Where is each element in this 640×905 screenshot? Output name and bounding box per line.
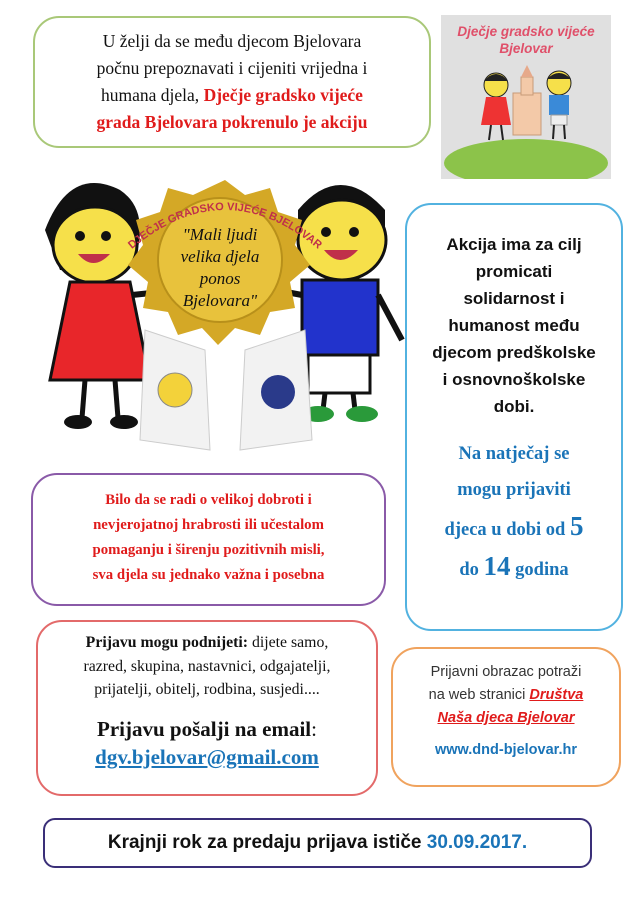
goal-line-1: Akcija ima za cilj — [446, 235, 582, 254]
intro-line-3-red: Dječje gradsko vijeće — [203, 85, 363, 105]
deeds-line-3: pomaganju i širenju pozitivnih misli, — [92, 542, 325, 558]
seal-line-2: velika djela — [180, 247, 260, 266]
apply-line-3 — [407, 508, 621, 548]
logo-title-1: Dječje gradsko vijeće — [457, 24, 595, 39]
intro-line-4: grada Bjelovara pokrenulo je akciju — [96, 112, 368, 132]
goal-line-7: dobi. — [493, 397, 535, 416]
eligibility-text — [407, 436, 621, 588]
email-line — [38, 743, 376, 771]
intro-box — [33, 16, 431, 148]
seal-line-3: ponos — [199, 269, 241, 288]
seal-line-1: "Mali ljudi — [182, 225, 258, 244]
council-logo — [441, 15, 611, 179]
org-name-1: Društva — [529, 687, 584, 703]
website-link[interactable]: www.dnd-bjelovar.hr — [434, 742, 578, 758]
apply-line-4 — [407, 548, 621, 588]
apply-line-1: Na natječaj se — [458, 444, 570, 464]
age-from: 5 — [569, 511, 584, 541]
intro-line-2: počnu prepoznavati i cijeniti vrijedna i — [96, 58, 368, 78]
form-line-2-text: na web stranici — [428, 687, 530, 703]
deeds-box — [31, 473, 386, 606]
who-can-apply-box — [36, 620, 378, 796]
deadline-text: Krajnji rok za predaju prijava ističe — [107, 832, 427, 853]
email-link[interactable]: dgv.bjelovar@gmail.com — [95, 744, 319, 769]
deadline-date: 30.09.2017. — [426, 832, 528, 853]
application-form-box — [391, 647, 621, 787]
email-label-line — [38, 715, 376, 743]
apply-line-2: mogu prijaviti — [457, 480, 571, 500]
age-to: 14 — [483, 551, 511, 581]
logo-title-2: Bjelovar — [499, 41, 553, 56]
seal-line-4: Bjelovara" — [182, 291, 258, 310]
form-line-1: Prijavni obrazac potraži — [430, 664, 582, 680]
deeds-line-2: nevjerojatnoj hrabrosti ili učestalom — [93, 517, 324, 533]
deeds-line-4: sva djela su jednako važna i posebna — [92, 567, 325, 583]
who-line-1-rest: dijete samo, — [248, 634, 329, 651]
apply-line-4-text: do — [459, 560, 484, 580]
email-label: Prijavu pošalji na email — [97, 716, 312, 741]
apply-line-5-text: godina — [510, 560, 569, 580]
deeds-line-1: Bilo da se radi o velikoj dobroti i — [105, 492, 312, 508]
email-colon: : — [311, 716, 317, 741]
campaign-illustration — [40, 170, 410, 465]
who-line-1 — [38, 631, 376, 655]
arc-text-path: DJEČJE GRADSKO VIJEĆE BJELOVAR — [126, 200, 324, 252]
intro-line-1: U želji da se među djecom Bjelovara — [102, 31, 362, 51]
intro-line-3-plain: humana djela, — [101, 85, 204, 105]
org-name-2: Naša djeca Bjelovar — [437, 710, 575, 726]
who-line-3: prijatelji, obitelj, rodbina, susjedi.... — [94, 681, 320, 698]
goal-box — [405, 203, 623, 631]
goal-line-3: solidarnost i — [463, 289, 565, 308]
apply-line-3-text: djeca u dobi od — [444, 520, 570, 540]
goal-line-4: humanost među — [448, 316, 580, 335]
who-line-2: razred, skupina, nastavnici, odgajatelji, — [83, 657, 331, 675]
goal-line-2: promicati — [475, 262, 553, 281]
goal-line-6: i osnovnoškolske — [442, 370, 586, 389]
goal-line-5: djecom predškolske — [432, 343, 596, 362]
kids-seal-graphic — [40, 170, 410, 465]
intro-line-3 — [35, 82, 429, 109]
council-logo-graphic — [441, 15, 611, 179]
who-label: Prijavu mogu podnijeti: — [85, 634, 249, 651]
form-line-2 — [393, 684, 619, 707]
goal-text — [407, 231, 621, 420]
deadline-box — [43, 818, 592, 868]
